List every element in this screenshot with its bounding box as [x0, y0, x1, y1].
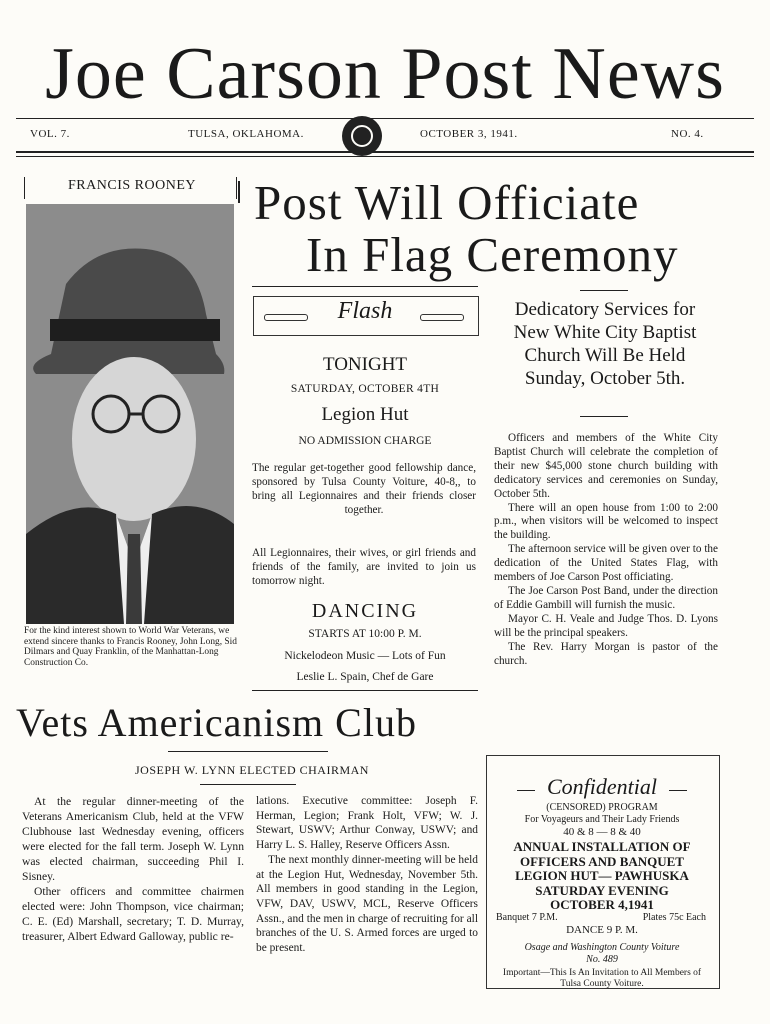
flash-admission: NO ADMISSION CHARGE — [298, 435, 432, 447]
confidential-header — [496, 774, 708, 800]
legion-seal-icon — [342, 116, 382, 156]
confidential-line3: LEGION HUT— PAWHUSKA — [515, 868, 689, 883]
flash-bottom-rule — [252, 690, 478, 691]
flash-venue: Legion Hut — [321, 404, 409, 425]
vets-column-2 — [256, 794, 478, 956]
church-p1: Officers and members of the White City Baptist Church will celebrate the completion of their new $45,000 stone church building with dedicatory services and ceremonies on Sunday, October 5th. — [494, 432, 718, 500]
lead-rule — [252, 286, 478, 287]
confidential-nums: 40 & 8 — 8 & 40 — [563, 826, 641, 838]
flash-ornament-right — [420, 314, 464, 321]
church-p6: The Rev. Harry Morgan is pastor of the church. — [494, 640, 718, 667]
church-p4: The Joe Carson Post Band, under the direction of Eddie Gambill will furnish the music. — [494, 584, 718, 611]
flash-tonight: TONIGHT — [322, 354, 408, 375]
masthead-rule-top — [16, 118, 754, 119]
vets-col1-p2: Other officers and committee chairmen elected were: John Thompson, vice chairman; C. E. (Ed) Marshall, secretary; T. D. Murray, treasurer, Albert Edward Galloway, public re- — [22, 885, 244, 943]
church-p2: There will an open house from 1:00 to 2:00 p.m., when visitors will be welcomed to inspect the building. — [494, 501, 718, 542]
church-rule — [580, 416, 628, 417]
vets-headline: Vets Americanism Club — [16, 700, 417, 745]
confidential-voiture-block — [488, 942, 716, 966]
confidential-banquet-row — [496, 912, 706, 923]
vets-col1-p1: At the regular dinner-meeting of the Veterans Americanism Club, held at the VFW Clubhouse last Wednesday evening, officers were elected for the fall term. Joseph W. Lynn was elected chairman, succeeding Phil I. Sisney. — [22, 795, 244, 883]
confidential-plates: Plates 75c Each — [642, 912, 706, 923]
confidential-dance: DANCE 9 P. M. — [566, 924, 638, 936]
flash-music: Nickelodeon Music — Lots of Fun — [284, 650, 446, 662]
church-p5: Mayor C. H. Veale and Judge Thos. D. Lyons will be the principal speakers. — [494, 612, 718, 639]
church-headline-line4: Sunday, October 5th. — [524, 368, 686, 389]
date-label: OCTOBER 3, 1941. — [420, 128, 518, 140]
masthead-rule-thin — [16, 156, 754, 157]
confidential-line1: ANNUAL INSTALLATION OF — [513, 839, 691, 854]
confidential-dash-left — [517, 790, 535, 791]
flash-date: SATURDAY, OCTOBER 4TH — [290, 383, 440, 395]
confidential-title: Confidential — [547, 774, 657, 799]
flash-title: Flash — [337, 298, 393, 324]
vets-subhead: JOSEPH W. LYNN ELECTED CHAIRMAN — [135, 763, 369, 777]
confidential-voiture: Osage and Washington County Voiture — [524, 942, 680, 953]
confidential-line5: OCTOBER 4,1941 — [550, 897, 654, 912]
flash-starts: STARTS AT 10:00 P. M. — [308, 628, 422, 640]
confidential-voiture-no: No. 489 — [586, 954, 618, 965]
vets-col2-p2: The next monthly dinner-meeting will be held at the Legion Hut, Wednesday, November 5th. All members in good standing in the Legion, VFW, DAV, USWV, MCL, Reserve Officers Assn., and the men in charge of recruiting for all branches of the U. S. Armed forces are urged to be present. — [256, 853, 478, 955]
church-headline-line1: Dedicatory Services for — [514, 299, 696, 320]
confidential-event — [488, 840, 716, 913]
confidential-important: Important—This Is An Invitation to All Members of Tulsa County Voiture. — [502, 968, 702, 989]
flash-chef: Leslie L. Spain, Chef de Gare — [296, 671, 434, 683]
lead-headline-line1: Post Will Officiate — [254, 175, 640, 230]
church-p3: The afternoon service will be given over to the dedication of the United States Flag, with members of Joe Carson Post officiating. — [494, 543, 718, 584]
photo-label: FRANCIS ROONEY — [68, 178, 196, 193]
confidential-for-line: For Voyageurs and Their Lady Friends — [524, 814, 680, 825]
flash-para1: The regular get-together good fellowship dance, sponsored by Tulsa County Voiture, 40-8,, to bring all Legionnaires and their friends closer together. — [252, 462, 476, 516]
lead-headline-line2: In Flag Ceremony — [306, 227, 679, 282]
issue-number: NO. 4. — [671, 128, 704, 140]
church-headline — [492, 298, 718, 390]
church-ornament-rule — [580, 290, 628, 291]
vets-column-1 — [22, 794, 244, 944]
portrait-photo — [26, 204, 234, 624]
confidential-program — [488, 802, 716, 838]
vets-rule — [168, 751, 328, 752]
confidential-censored: (CENSORED) PROGRAM — [546, 802, 658, 813]
photo-frame-left — [24, 177, 25, 199]
vets-col2-p1: lations. Executive committee: Joseph F. Herman, Legion; Frank Holt, VFW; W. J. Stewart, USWV; Arthur Conway, USWV; and Harry L. S. Halley, Reserve Officers Assn. — [256, 795, 478, 852]
masthead-title: Joe Carson Post News — [45, 33, 725, 115]
flash-para2: All Legionnaires, their wives, or girl friends and friends of the family, are invited to join us tomorrow night. — [252, 547, 476, 587]
church-story — [494, 432, 718, 668]
confidential-line2: OFFICERS AND BANQUET — [520, 853, 684, 869]
church-headline-line2: New White City Baptist — [513, 322, 697, 343]
church-headline-line3: Church Will Be Held — [524, 345, 686, 366]
photo-caption: For the kind interest shown to World War Veterans, we extend sincere thanks to Francis Rooney, John Long, Sid Dilmars and Quay Franklin, of the Manhattan-Long Construction Co. — [24, 626, 237, 668]
confidential-line4: SATURDAY EVENING — [535, 882, 669, 898]
vets-subrule — [200, 784, 296, 785]
place-label: TULSA, OKLAHOMA. — [188, 128, 304, 140]
masthead-rule-bottom — [16, 151, 754, 153]
confidential-dash-right — [669, 790, 687, 791]
volume-label: VOL. 7. — [30, 128, 70, 140]
confidential-banquet: Banquet 7 P.M. — [496, 912, 558, 923]
flash-dancing: DANCING — [311, 600, 419, 622]
headline-divider — [238, 181, 240, 203]
